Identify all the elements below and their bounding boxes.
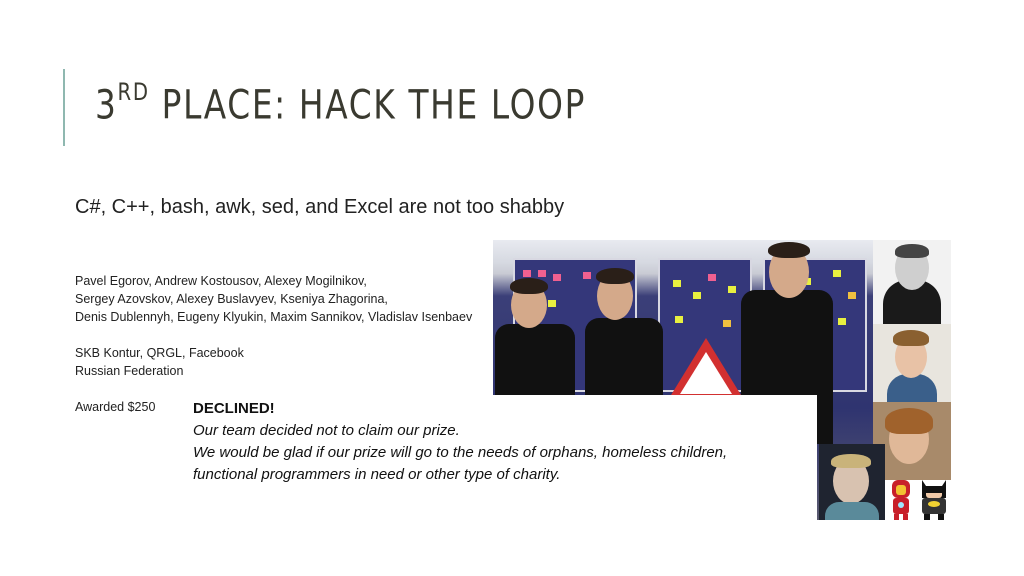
declined-line: functional programmers in need or other type of charity.	[193, 466, 561, 483]
batman-icon	[916, 476, 952, 520]
title-number: 3	[95, 82, 118, 129]
slide-subtitle: C#, C++, bash, awk, sed, and Excel are not too shabby	[75, 196, 565, 218]
title-ordinal-suffix: RD	[117, 78, 150, 106]
title-accent-bar	[63, 69, 65, 146]
slide-title	[95, 78, 586, 129]
title-text: PLACE: HACK THE LOOP	[149, 82, 586, 129]
portrait-photo	[873, 324, 951, 402]
team-names-line: Denis Dublennyh, Eugeny Klyukin, Maxim Sannikov, Vladislav Isenbaev	[75, 310, 473, 324]
declined-heading: DECLINED!	[193, 400, 275, 417]
declined-message-box	[185, 395, 817, 520]
award-line: Awarded $250	[75, 400, 156, 414]
declined-line: We would be glad if our prize will go to the needs of orphans, homeless children,	[193, 444, 728, 461]
country-line: Russian Federation	[75, 364, 184, 378]
portrait-photo	[873, 240, 951, 324]
organizations-line: SKB Kontur, QRGL, Facebook	[75, 346, 244, 360]
team-names-line: Pavel Egorov, Andrew Kostousov, Alexey Mogilnikov,	[75, 274, 367, 288]
portrait-photo	[819, 444, 885, 520]
declined-line: Our team decided not to claim our prize.	[193, 422, 460, 439]
team-names-line: Sergey Azovskov, Alexey Buslavyev, Kseniya Zhagorina,	[75, 292, 388, 306]
